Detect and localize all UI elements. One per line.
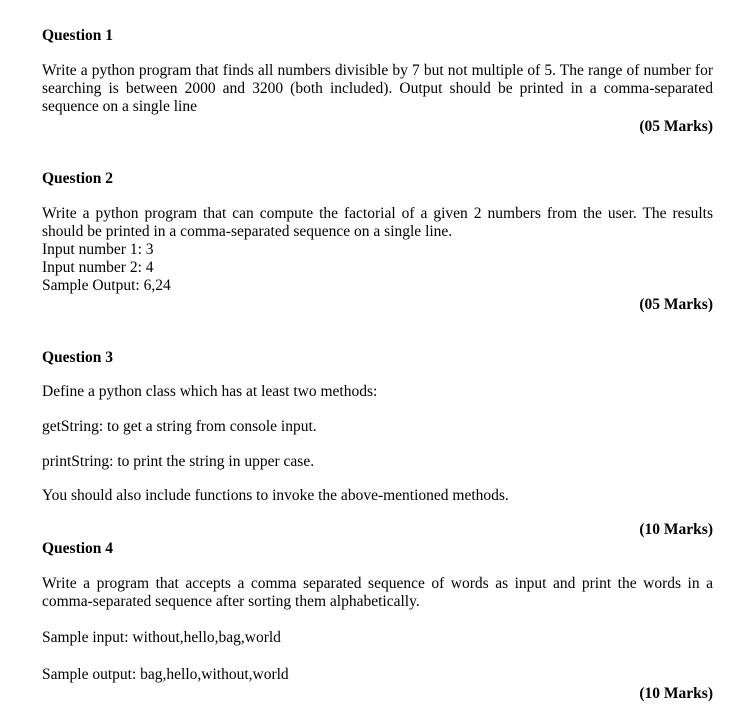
question-1-marks: (05 Marks) (639, 118, 713, 135)
question-2-sample-output: Sample Output: 6,24 (42, 277, 171, 294)
question-2-title: Question 2 (42, 170, 114, 187)
question-2-input-1: Input number 1: 3 (42, 241, 154, 258)
question-3-title: Question 3 (42, 349, 114, 366)
question-2-marks: (05 Marks) (639, 296, 713, 313)
question-2-text: Write a python program that can compute the factorial of a given 2 numbers from the user. The results should be printed in a comma-separated sequence on a single line. (42, 205, 713, 240)
question-4-text: Write a program that accepts a comma separated sequence of words as input and print the words in a comma-separated sequence after sorting them alphabetically. (42, 575, 713, 610)
question-4-title: Question 4 (42, 540, 114, 557)
question-3-getstring: getString: to get a string from console input. (42, 418, 317, 435)
question-4-sample-output: Sample output: bag,hello,without,world (42, 666, 289, 683)
question-3-text: Define a python class which has at least two methods: (42, 383, 378, 400)
question-2-input-2: Input number 2: 4 (42, 259, 154, 276)
question-1-title: Question 1 (42, 27, 114, 44)
question-3-marks: (10 Marks) (639, 521, 713, 538)
question-3-note: You should also include functions to invoke the above-mentioned methods. (42, 487, 509, 504)
question-3-printstring: printString: to print the string in upper case. (42, 453, 315, 470)
question-4-sample-input: Sample input: without,hello,bag,world (42, 629, 281, 646)
question-4-marks: (10 Marks) (639, 685, 713, 702)
question-1-text: Write a python program that finds all numbers divisible by 7 but not multiple of 5. The range of number for searching is between 2000 and 3200 (both included). Output should be printed in a comma-separated sequence on a single line (42, 62, 713, 115)
